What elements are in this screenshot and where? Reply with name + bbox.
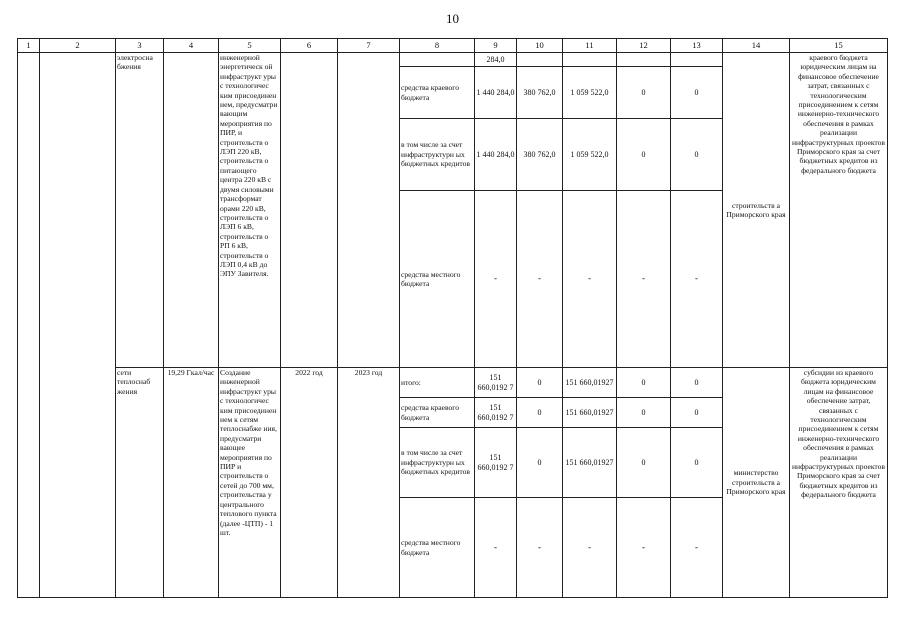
end-year [338,53,400,368]
amount-2023: - [563,191,617,368]
object-name: сети теплоснаб жения [116,368,164,598]
page-number: 10 [446,11,459,26]
amount-2024: 0 [617,368,671,398]
funding-source [400,53,475,67]
cell-col1 [18,53,40,598]
amount-total: - [475,498,517,598]
header-cell: 10 [517,39,563,53]
amount-2023: 1 059 522,0 [563,67,617,119]
funding-source: средства местного бюджета [400,498,475,598]
amount-total: 284,0 [475,53,517,67]
table-row [18,368,888,398]
header-cell: 15 [790,39,888,53]
amount-2023: 151 660,01927 [563,398,617,428]
funding-mechanism: субсидии из краевого бюджета юридическим лицам на финансовое обеспечение затрат, связанных с технологическим присоединением к сетям инженерно-технического обеспечения в рамках реализации инфраструктурных проектов Приморского края за счет бюджетных кредитов из федерального бюджета [790,368,888,598]
amount-2025: - [671,191,723,368]
start-year: 2022 год [281,368,338,598]
header-cell: 8 [400,39,475,53]
header-cell: 7 [338,39,400,53]
responsible-executor: министерство строительств а Приморского края [723,368,790,598]
funding-source: средства краевого бюджета [400,67,475,119]
header-row [18,39,888,53]
amount-total: 1 440 284,0 [475,67,517,119]
header-cell: 3 [116,39,164,53]
table-row [18,53,888,67]
amount-2025: 0 [671,368,723,398]
amount-2024: 0 [617,428,671,498]
amount-2022: 380 762,0 [517,119,563,191]
amount-2025 [671,53,723,67]
header-cell: 11 [563,39,617,53]
amount-2022: - [517,498,563,598]
header-cell: 13 [671,39,723,53]
capacity: 19,29 Гкал/час [164,368,219,598]
amount-2022: 380 762,0 [517,67,563,119]
amount-total: 151 660,0192 7 [475,398,517,428]
amount-2023: 1 059 522,0 [563,119,617,191]
object-name: электросна бжения [116,53,164,368]
amount-total: 1 440 284,0 [475,119,517,191]
capacity [164,53,219,368]
amount-2023: - [563,498,617,598]
header-cell: 5 [219,39,281,53]
amount-2024: 0 [617,119,671,191]
end-year: 2023 год [338,368,400,598]
amount-2025: 0 [671,67,723,119]
measure-description: Создание инженерной инфраструкт уры с технологичес ким присоединен ием к сетям теплоснабже ния, предусматри вающее мероприятия по ПИР и строительств о сетей до 700 мм, строительства у центрального теплового пункта (далее -ЦТП) - 1 шт. [219,368,281,598]
measure-description: инженерной энергетическ ой инфраструкт уры с технологичес ким присоединен ием, предусматри вающим мероприятия по ПИР, и строительств о ЛЭП 220 кВ, строительств о питающего центра 220 кВ с двумя силовыми трансформат орами 220 кВ, строительств о ЛЭП 6 кВ, строительств о РП 6 кВ, строительств о ЛЭП 0,4 кВ до ЭПУ Завителя. [219,53,281,368]
header-cell: 14 [723,39,790,53]
amount-2022: 0 [517,398,563,428]
funding-source: итого: [400,368,475,398]
amount-2022: 0 [517,368,563,398]
cell-col2 [40,53,116,598]
amount-2023: 151 660,01927 [563,368,617,398]
funding-source: в том числе за счет инфраструктурн ых бюджетных кредитов [400,428,475,498]
amount-2022: 0 [517,428,563,498]
responsible-executor: строительств а Приморского края [723,53,790,368]
header-cell: 9 [475,39,517,53]
program-table [17,38,888,598]
amount-2025: 0 [671,398,723,428]
amount-total: 151 660,0192 7 [475,368,517,398]
header-cell: 4 [164,39,219,53]
amount-2022 [517,53,563,67]
amount-2022: - [517,191,563,368]
amount-total: - [475,191,517,368]
start-year [281,53,338,368]
header-cell: 1 [18,39,40,53]
funding-source: средства местного бюджета [400,191,475,368]
funding-source: в том числе за счет инфраструктурн ых бюджетных кредитов [400,119,475,191]
amount-2024: - [617,191,671,368]
amount-2024 [617,53,671,67]
funding-mechanism: краевого бюджета юридическим лицам на финансовое обеспечение затрат, связанных с технологическим присоединением к сетям инженерно-технического обеспечения в рамках реализации инфраструктурных проектов Приморского края за счет бюджетных кредитов из федерального бюджета [790,53,888,368]
funding-source: средства краевого бюджета [400,398,475,428]
header-cell: 2 [40,39,116,53]
amount-2025: - [671,498,723,598]
amount-2025: 0 [671,428,723,498]
amount-2024: 0 [617,67,671,119]
header-cell: 6 [281,39,338,53]
amount-2025: 0 [671,119,723,191]
header-cell: 12 [617,39,671,53]
amount-2023 [563,53,617,67]
amount-2024: - [617,498,671,598]
amount-total: 151 660,0192 7 [475,428,517,498]
amount-2024: 0 [617,398,671,428]
amount-2023: 151 660,01927 [563,428,617,498]
